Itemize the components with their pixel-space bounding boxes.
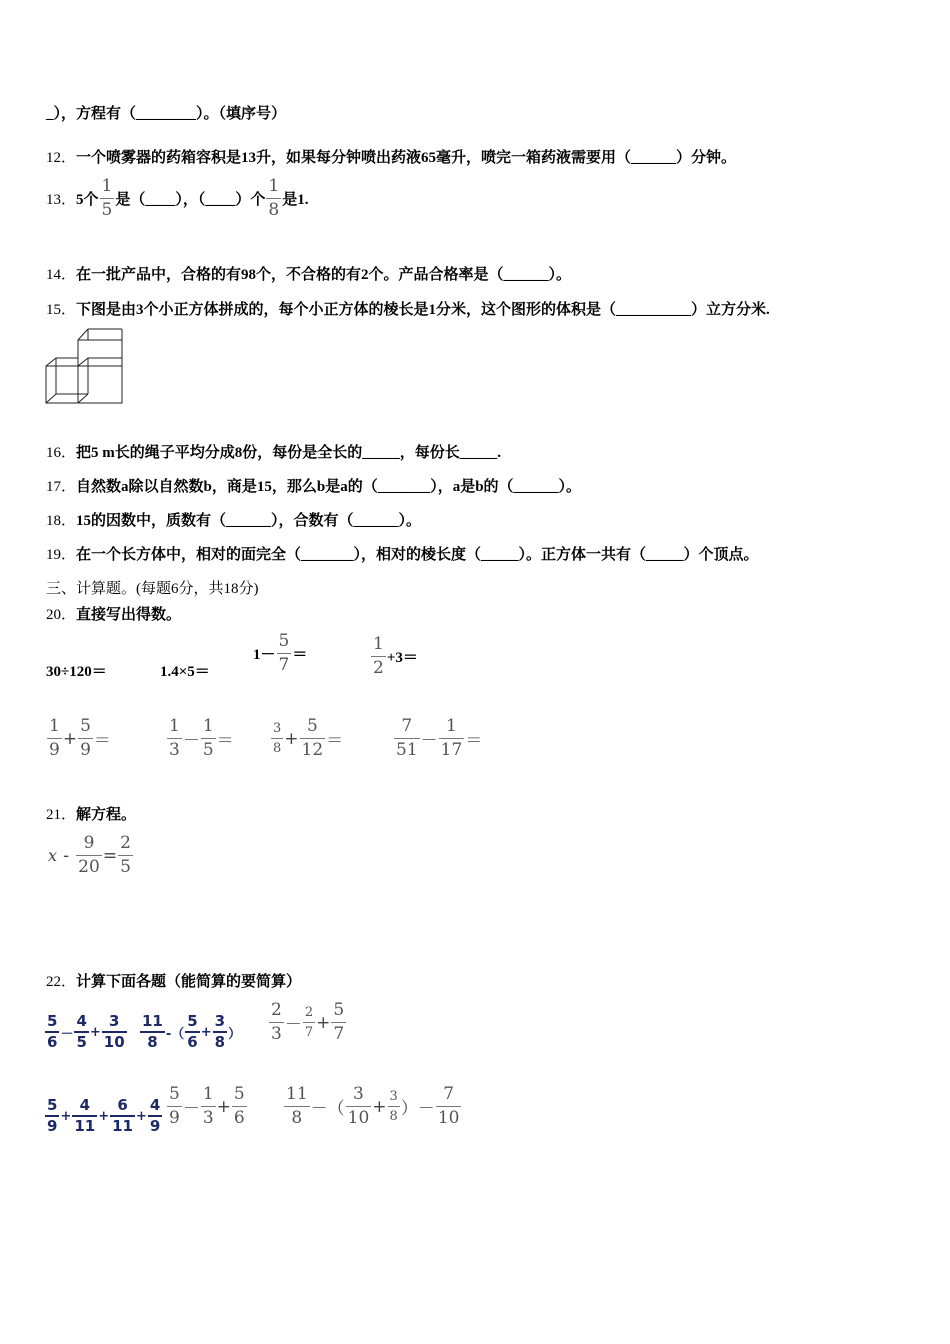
fraction: $\frac{5}{6}$ — [233, 1084, 245, 1128]
expr-2: 1.4×5＝ — [160, 664, 210, 680]
fraction: $\frac{6}{11}$ — [112, 1096, 133, 1135]
operator: ）－ — [400, 1099, 435, 1119]
cube-figure — [44, 326, 124, 406]
fraction: $\frac{1}{5}$ — [202, 716, 214, 760]
operator: + — [98, 1108, 110, 1124]
question-text: 在一批产品中，合格的有98个，不合格的有2个。产品合格率是（______）。 — [76, 267, 572, 283]
calc-6 — [283, 1086, 462, 1127]
q11-tail: _），方程有（________）。（填序号） — [46, 106, 287, 122]
fraction: $\frac{3}{10}$ — [103, 1012, 125, 1051]
section-heading: 三、计算题。(每题6分，共18分) — [46, 581, 259, 597]
equals: = — [102, 845, 118, 866]
question-number: 17． — [46, 479, 77, 495]
fraction: $\frac{2}{5}$ — [120, 833, 131, 877]
question-18 — [46, 509, 421, 530]
question-text: 在一个长方体中，相对的面完全（_______），相对的棱长度（_____）。正方体一共有（_____）个顶点。 — [76, 547, 759, 563]
operator: －（ — [310, 1099, 345, 1119]
question-text: 一个喷雾器的药箱容积是13升，如果每分钟喷出药液65毫升，喷完一箱药液需要用（______）分钟。 — [76, 150, 737, 166]
question-12 — [46, 146, 736, 167]
fraction: $\frac{4}{9}$ — [149, 1096, 161, 1135]
fraction: $\frac{5}{12}$ — [301, 716, 324, 760]
equals: ＝ — [465, 731, 483, 751]
question-number: 22． — [46, 974, 77, 990]
text-part: 是1. — [282, 192, 309, 208]
fraction: $\frac{3}{8}$ — [273, 721, 282, 756]
operator: + — [372, 1096, 387, 1117]
question-number: 18． — [46, 513, 77, 529]
question-21 — [46, 803, 136, 824]
operator: － — [60, 1026, 74, 1042]
operator: + — [60, 1108, 72, 1124]
calc-1 — [44, 1014, 128, 1050]
variable-x: x — [48, 846, 58, 865]
expr-suffix: +3＝ — [386, 650, 418, 666]
operator: + — [200, 1024, 212, 1040]
operator: + — [89, 1024, 101, 1040]
question-text: 计算下面各题（能简算的要简算） — [76, 974, 302, 990]
question-13 — [46, 178, 308, 219]
fraction: $\frac{9}{20}$ — [78, 833, 100, 877]
expr-6 — [166, 718, 234, 759]
expr-1: 30÷120＝ — [46, 664, 107, 680]
question-number: 21． — [46, 807, 77, 823]
question-22 — [46, 970, 301, 991]
question-number: 19． — [46, 547, 77, 563]
fraction: $\frac{2}{7}$ — [304, 1005, 314, 1040]
fraction: $\frac{5}{7}$ — [333, 1000, 345, 1044]
question-19 — [46, 543, 759, 564]
fraction: $\frac{4}{11}$ — [74, 1096, 96, 1135]
text-part: 5个 — [76, 192, 99, 208]
fraction: $\frac{1}{5}$ — [101, 176, 113, 220]
question-number: 15． — [46, 302, 77, 318]
question-17 — [46, 475, 581, 496]
equals: ＝ — [216, 731, 234, 751]
fraction: $\frac{3}{8}$ — [214, 1012, 226, 1051]
fraction: $\frac{1}{3}$ — [169, 716, 180, 760]
operator: － — [420, 731, 438, 751]
fraction: $\frac{1}{2}$ — [373, 634, 384, 678]
fraction: $\frac{5}{6}$ — [187, 1012, 198, 1051]
calc-3 — [268, 1002, 347, 1043]
operator: + — [316, 1012, 331, 1033]
question-number: 16． — [46, 445, 77, 461]
fraction: $\frac{11}{8}$ — [286, 1084, 308, 1128]
question-text: 解方程。 — [76, 807, 137, 823]
fraction: $\frac{7}{51}$ — [396, 716, 418, 760]
expr-3 — [253, 633, 307, 674]
operator: + — [216, 1096, 231, 1117]
question-20 — [46, 603, 181, 624]
text-part: 是（____），（____）个 — [115, 192, 266, 208]
operator: － — [284, 1015, 302, 1035]
fraction: $\frac{5}{9}$ — [47, 1096, 58, 1135]
question-14 — [46, 263, 571, 284]
question-text: 15的因数中，质数有（______），合数有（______）。 — [76, 513, 422, 529]
fraction: $\frac{4}{5}$ — [76, 1012, 87, 1051]
question-number: 20． — [46, 607, 77, 623]
question-text: 直接写出得数。 — [76, 607, 182, 623]
calc-4 — [44, 1098, 163, 1134]
expr-suffix: ＝ — [292, 647, 308, 663]
equals: ＝ — [93, 731, 111, 751]
question-15 — [46, 298, 770, 319]
fraction: $\frac{11}{8}$ — [142, 1012, 163, 1051]
operator: -（ — [165, 1026, 185, 1042]
fraction: $\frac{7}{10}$ — [437, 1084, 460, 1128]
operator: ） — [228, 1026, 242, 1042]
fraction: $\frac{5}{9}$ — [169, 1084, 180, 1128]
operator: － — [182, 731, 200, 751]
operator: － — [182, 1099, 200, 1119]
expr-4 — [370, 636, 418, 677]
fraction: $\frac{3}{10}$ — [347, 1084, 370, 1128]
fraction: $\frac{2}{3}$ — [271, 1000, 282, 1044]
calc-2 — [139, 1014, 241, 1050]
operator: + — [284, 728, 299, 749]
fraction: $\frac{1}{17}$ — [440, 716, 463, 760]
fraction: $\frac{5}{7}$ — [278, 631, 290, 675]
calc-5 — [166, 1086, 248, 1127]
equation — [48, 835, 134, 876]
question-text: 把5 m长的绳子平均分成8份，每份是全长的_____，每份长_____. — [76, 445, 502, 461]
expr-8 — [393, 718, 482, 759]
operator: + — [62, 728, 78, 749]
expr-prefix: 1－ — [253, 647, 276, 663]
question-16 — [46, 441, 501, 462]
fraction: $\frac{1}{8}$ — [268, 176, 280, 220]
operator: + — [136, 1108, 147, 1124]
expr-7 — [270, 718, 343, 759]
question-number: 13． — [46, 192, 77, 208]
question-number: 12． — [46, 150, 77, 166]
fraction: $\frac{1}{3}$ — [202, 1084, 214, 1128]
question-text: 自然数a除以自然数b，商是15，那么b是a的（_______），a是b的（______）。 — [76, 479, 582, 495]
operator: - — [63, 845, 70, 866]
fraction: $\frac{1}{9}$ — [49, 716, 60, 760]
fraction: $\frac{3}{8}$ — [389, 1089, 398, 1124]
equals: ＝ — [326, 731, 344, 751]
fraction: $\frac{5}{6}$ — [47, 1012, 58, 1051]
expr-5 — [46, 718, 111, 759]
fraction: $\frac{5}{9}$ — [80, 716, 91, 760]
question-text: 下图是由3个小正方体拼成的，每个小正方体的棱长是1分米，这个图形的体积是（__________）立方分米. — [76, 302, 770, 318]
question-number: 14． — [46, 267, 77, 283]
